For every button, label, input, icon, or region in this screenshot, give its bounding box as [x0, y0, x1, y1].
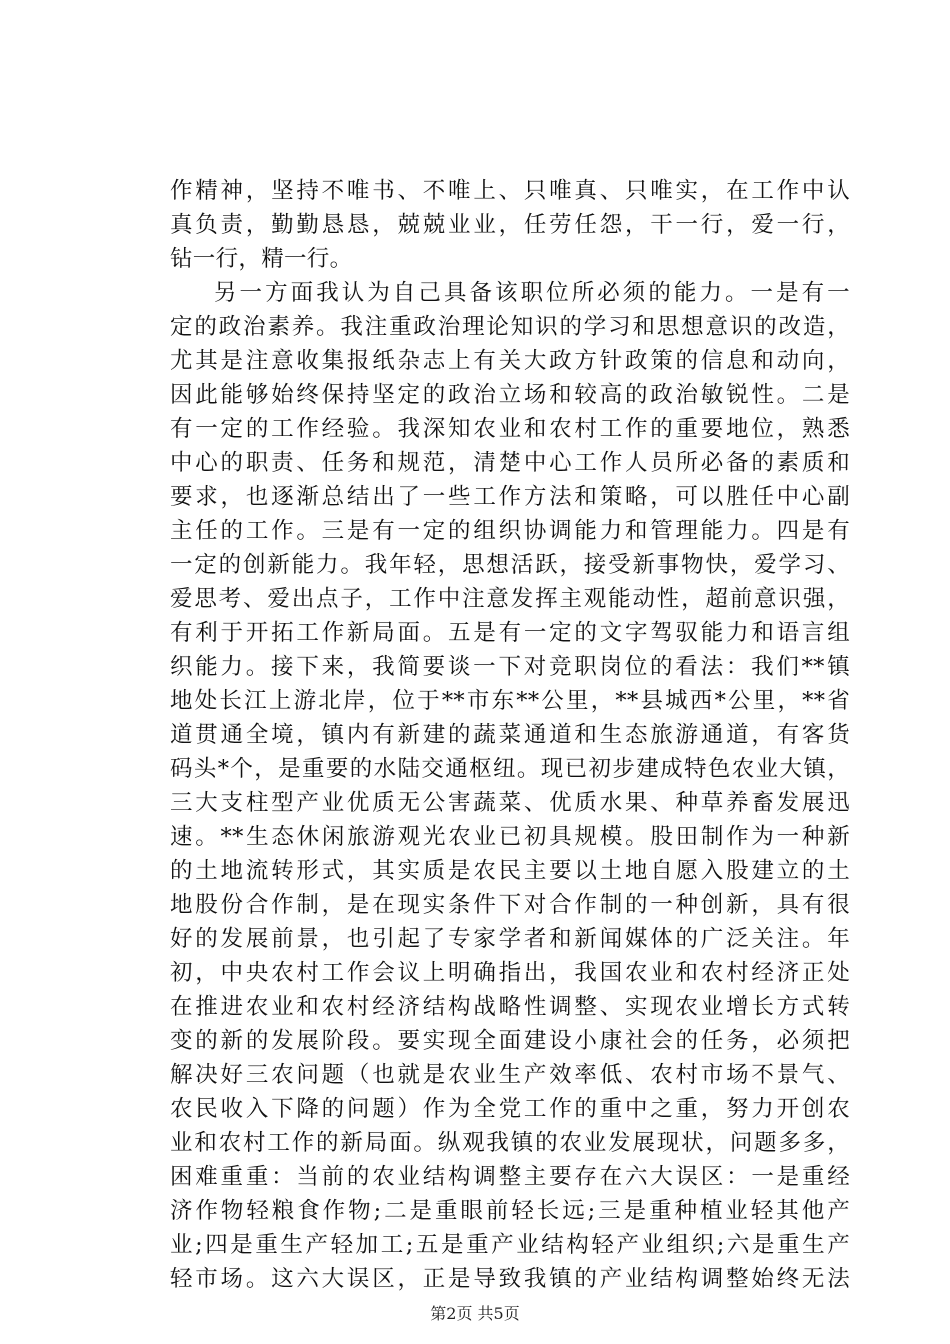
text-line: 另一方面我认为自己具备该职位所必须的能力。一是有一 [214, 280, 850, 306]
text-line: 真负责，勤勤恳恳，兢兢业业，任劳任怨，干一行，爱一行， [170, 212, 850, 238]
text-line: 钻一行，精一行。 [170, 246, 353, 272]
text-line: 主任的工作。三是有一定的组织协调能力和管理能力。四是有 [170, 518, 850, 544]
text-line: 好的发展前景，也引起了专家学者和新闻媒体的广泛关注。年 [170, 926, 850, 952]
text-line: 业;四是重生产轻加工;五是重产业结构轻产业组织;六是重生产 [170, 1232, 850, 1258]
text-line: 一定的创新能力。我年轻，思想活跃，接受新事物快，爱学习、 [170, 552, 850, 578]
text-line: 尤其是注意收集报纸杂志上有关大政方针政策的信息和动向， [170, 348, 850, 374]
text-line: 码头*个，是重要的水陆交通枢纽。现已初步建成特色农业大镇， [170, 756, 850, 782]
text-line: 困难重重：当前的农业结构调整主要存在六大误区：一是重经 [170, 1164, 850, 1190]
text-line: 因此能够始终保持坚定的政治立场和较高的政治敏锐性。二是 [170, 382, 850, 408]
text-line: 的土地流转形式，其实质是农民主要以土地自愿入股建立的土 [170, 858, 850, 884]
text-line: 爱思考、爱出点子，工作中注意发挥主观能动性，超前意识强， [170, 586, 850, 612]
text-line: 地股份合作制，是在现实条件下对合作制的一种创新，具有很 [170, 892, 850, 918]
text-line: 济作物轻粮食作物;二是重眼前轻长远;三是重种植业轻其他产 [170, 1198, 850, 1224]
text-line: 有一定的工作经验。我深知农业和农村工作的重要地位，熟悉 [170, 416, 850, 442]
text-line: 在推进农业和农村经济结构战略性调整、实现农业增长方式转 [170, 994, 850, 1020]
text-line: 三大支柱型产业优质无公害蔬菜、优质水果、种草养畜发展迅 [170, 790, 850, 816]
text-line: 轻市场。这六大误区，正是导致我镇的产业结构调整始终无法 [170, 1266, 850, 1292]
text-line: 地处长江上游北岸，位于**市东**公里，**县城西*公里，**省 [170, 688, 850, 714]
text-line: 变的新的发展阶段。要实现全面建设小康社会的任务，必须把 [170, 1028, 850, 1054]
text-line: 有利于开拓工作新局面。五是有一定的文字驾驭能力和语言组 [170, 620, 850, 646]
text-line: 初，中央农村工作会议上明确指出，我国农业和农村经济正处 [170, 960, 850, 986]
text-line: 业和农村工作的新局面。纵观我镇的农业发展现状，问题多多， [170, 1130, 850, 1156]
text-line: 道贯通全境，镇内有新建的蔬菜通道和生态旅游通道，有客货 [170, 722, 850, 748]
text-line: 织能力。接下来，我简要谈一下对竞职岗位的看法：我们**镇 [170, 654, 850, 680]
text-line: 中心的职责、任务和规范，清楚中心工作人员所必备的素质和 [170, 450, 850, 476]
text-line: 解决好三农问题（也就是农业生产效率低、农村市场不景气、 [170, 1062, 850, 1088]
text-line: 速。**生态休闲旅游观光农业已初具规模。股田制作为一种新 [170, 824, 850, 850]
text-line: 农民收入下降的问题）作为全党工作的重中之重，努力开创农 [170, 1096, 850, 1122]
text-line: 定的政治素养。我注重政治理论知识的学习和思想意识的改造， [170, 314, 850, 340]
page-footer: 第2页 共5页 [430, 1304, 520, 1323]
text-line: 要求，也逐渐总结出了一些工作方法和策略，可以胜任中心副 [170, 484, 850, 510]
text-line: 作精神，坚持不唯书、不唯上、只唯真、只唯实，在工作中认 [170, 178, 850, 204]
